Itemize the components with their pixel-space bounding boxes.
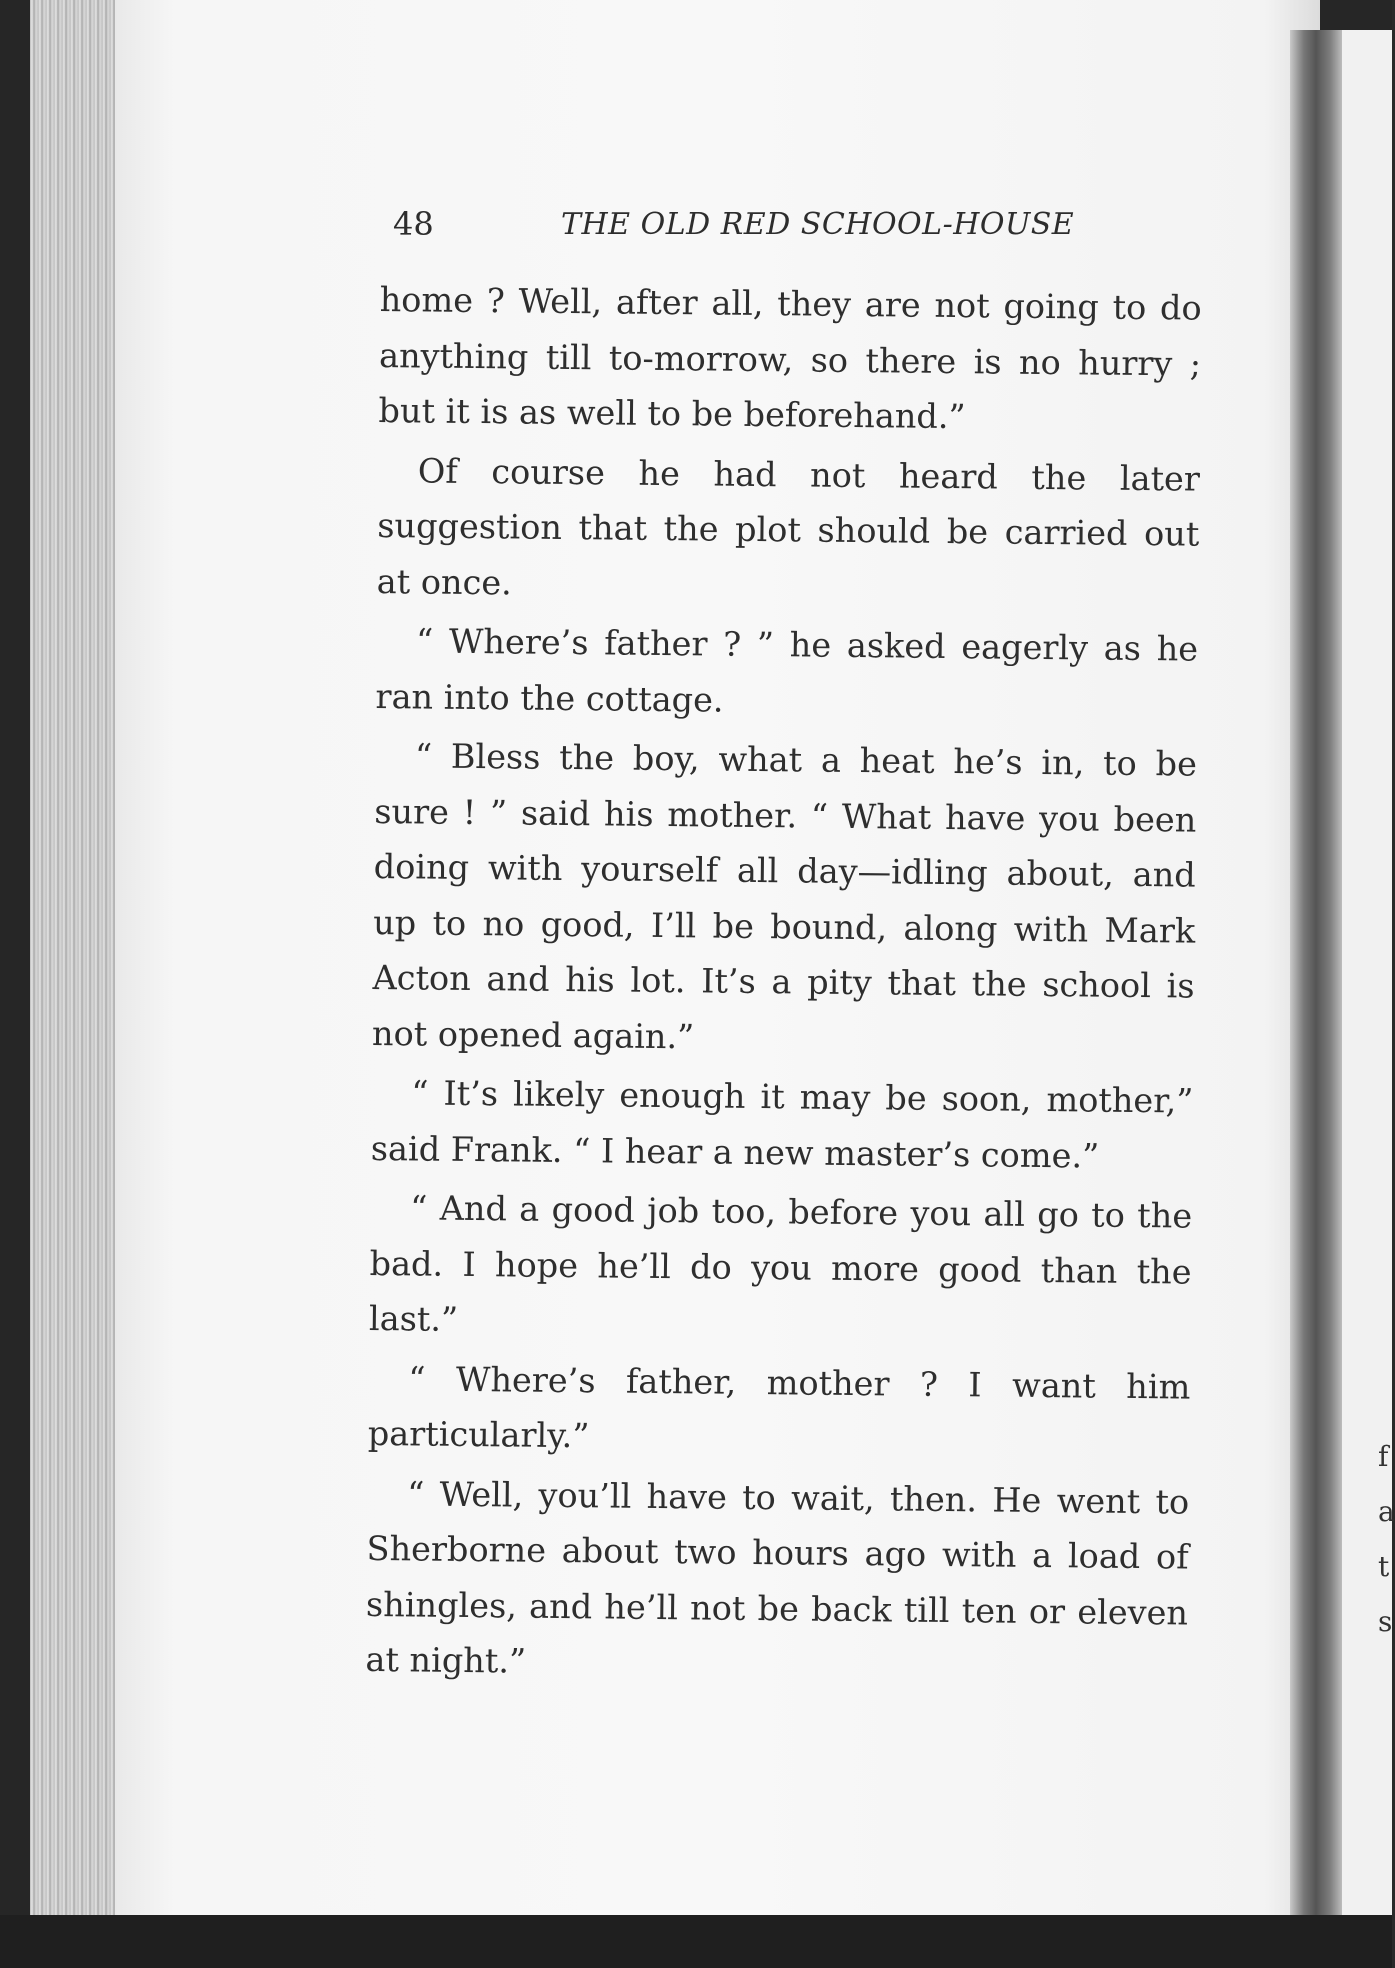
binding-gutter	[1290, 30, 1342, 1915]
paragraph: “ Bless the boy, what a heat he’s in, to be sure ! ” said his mother. “ What have you been doing with yourself all day—idling about, and up to no good, I’ll be bound, along with Mark Acton and his lot. It’s a pity that the school is not opened again.”	[371, 736, 1198, 1056]
paragraph: “ And a good job too, before you all go to the bad. I hope he’ll do you more good than the last.”	[368, 1188, 1193, 1339]
paragraph: “ It’s likely enough it may be soon, mother,” said Frank. “ I hear a new master’s come.”	[370, 1073, 1194, 1176]
paragraph: “ Where’s father, mother ? I want him particularly.”	[367, 1358, 1191, 1456]
paragraph: home ? Well, after all, they are not going to do anything till to-morrow, so there is no hurry ; but it is as well to be beforehand.”	[378, 279, 1202, 437]
facing-page-letter: s	[1378, 1605, 1393, 1638]
facing-page-letter: t	[1378, 1550, 1390, 1583]
paragraph: Of course he had not heard the later suggestion that the plot should be carried out at once.	[376, 450, 1201, 602]
paragraph: “ Well, you’ll have to wait, then. He went to Sherborne about two hours ago with a load of shingles, and he’ll not be back till ten or eleven at night.”	[365, 1473, 1190, 1681]
facing-page-letter: a	[1378, 1495, 1395, 1528]
scan-background	[0, 1915, 1392, 1968]
page-number: 48	[393, 205, 434, 243]
paragraph: “ Where’s father ? ” he asked eagerly as he ran into the cottage.	[375, 621, 1199, 720]
body-text	[365, 272, 1202, 1700]
running-head: THE OLD RED SCHOOL-HOUSE	[561, 207, 1075, 242]
facing-page-letter: f	[1378, 1440, 1389, 1473]
